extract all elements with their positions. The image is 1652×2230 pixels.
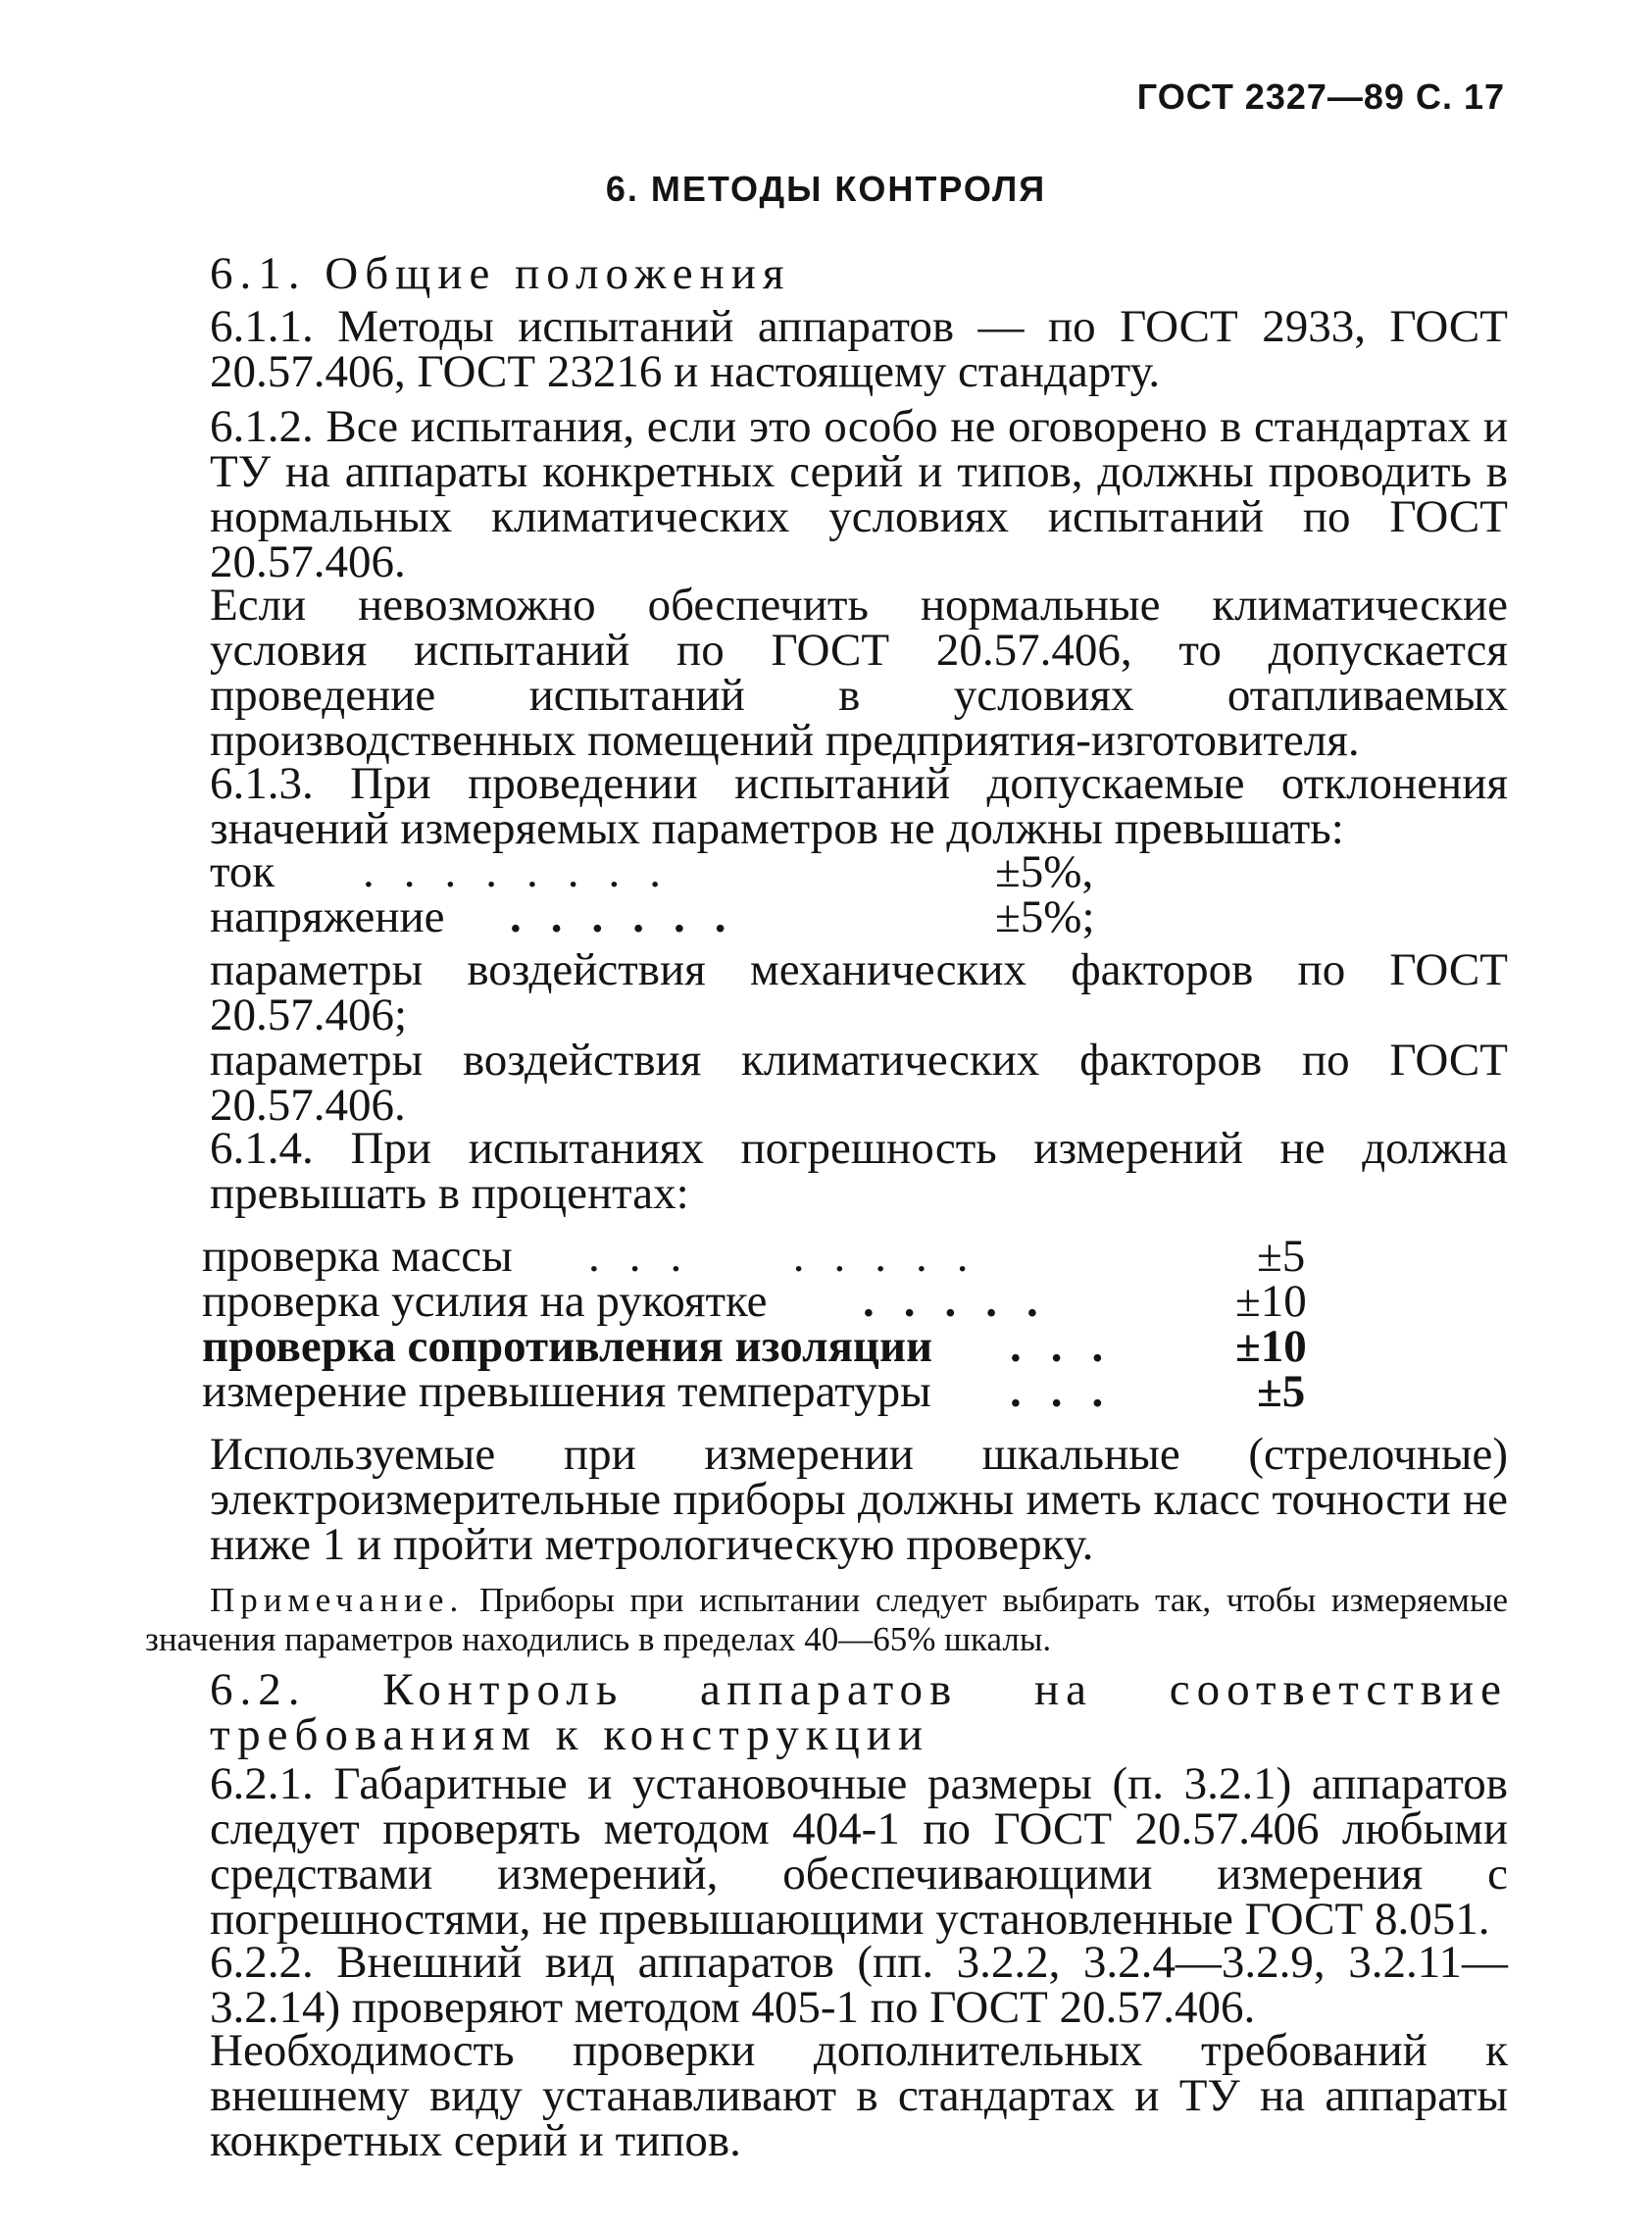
note-label: Примечание.	[210, 1581, 465, 1619]
error-label-insulation: проверка сопротивления изоляции	[202, 1321, 933, 1372]
subsection-6-2-heading: 6.2. Контроль аппаратов на соответствие требованиям к конструкции	[210, 1664, 1508, 1760]
deviation-label-current: ток	[210, 846, 275, 897]
paragraph-necessity: Необходимость проверки дополнительных требований к внешнему виду устанавливают в стандартах и ТУ на аппараты конкретных серий и типов.	[210, 2025, 1508, 2166]
paragraph-mechanical: параметры воздействия механических факторов по ГОСТ 20.57.406;	[210, 944, 1508, 1040]
deviation-label-voltage: напряжение	[210, 891, 445, 942]
leader-dots: ...	[1010, 1366, 1133, 1417]
paragraph-6-1-3: 6.1.3. При проведении испытаний допускаемые отклонения значений измеряемых параметров не должны превышать:	[210, 758, 1508, 854]
leader-dots: ........	[363, 846, 690, 897]
paragraph-6-1-1: 6.1.1. Методы испытаний аппаратов — по ГОСТ 2933, ГОСТ 20.57.406, ГОСТ 23216 и настоящему стандарту.	[210, 301, 1508, 397]
note-text: Приборы при испытании следует выбирать так, чтобы измеряемые значения параметров находились в пределах 40—65% шкалы.	[145, 1581, 1508, 1658]
paragraph-6-2-1: 6.2.1. Габаритные и установочные размеры (п. 3.2.1) аппаратов следует проверять методом 404-1 по ГОСТ 20.57.406 любыми средствами измерений, обеспечивающими измерения с погрешностями, не превышающими установленные ГОСТ 8.051.	[210, 1758, 1508, 1945]
paragraph-6-1-4: 6.1.4. При испытаниях погрешность измерений не должна превышать в процентах:	[210, 1123, 1508, 1219]
section-title: 6. МЕТОДЫ КОНТРОЛЯ	[605, 169, 1047, 209]
error-value-temperature: ±5	[1257, 1366, 1306, 1417]
paragraph-if-impossible: Если невозможно обеспечить нормальные климатические условия испытаний по ГОСТ 20.57.406, то допускается проведение испытаний в условиях отапливаемых производственных помещений предприятия-изготовителя.	[210, 580, 1508, 766]
leader-dots: ......	[510, 891, 756, 942]
page-header: ГОСТ 2327—89 С. 17	[1136, 76, 1505, 117]
leader-dots: ... .....	[588, 1231, 998, 1282]
note	[145, 1581, 1508, 1659]
deviation-value-current: ±5%,	[995, 846, 1094, 897]
subsection-6-1-heading: 6.1. Общие положения	[210, 248, 791, 299]
deviation-value-voltage: ±5%;	[995, 891, 1095, 942]
leader-dots: .....	[863, 1276, 1068, 1327]
paragraph-climatic: параметры воздействия климатических факторов по ГОСТ 20.57.406.	[210, 1035, 1508, 1131]
error-value-force: ±10	[1235, 1276, 1307, 1327]
leader-dots: ...	[1010, 1321, 1133, 1372]
error-label-mass: проверка массы	[202, 1231, 513, 1282]
error-label-temperature: измерение превышения температуры	[202, 1366, 931, 1417]
paragraph-6-2-2: 6.2.2. Внешний вид аппаратов (пп. 3.2.2, 3.2.4—3.2.9, 3.2.11—3.2.14) проверяют методом 405-1 по ГОСТ 20.57.406.	[210, 1937, 1508, 2033]
paragraph-instruments: Используемые при измерении шкальные (стрелочные) электроизмерительные приборы должны иметь класс точности не ниже 1 и пройти метрологическую проверку.	[210, 1429, 1508, 1570]
error-value-insulation: ±10	[1235, 1321, 1307, 1372]
error-label-force: проверка усилия на рукоятке	[202, 1276, 768, 1327]
error-value-mass: ±5	[1257, 1231, 1306, 1282]
paragraph-6-1-2: 6.1.2. Все испытания, если это особо не оговорено в стандартах и ТУ на аппараты конкретных серий и типов, должны проводить в нормальных климатических условиях испытаний по ГОСТ 20.57.406.	[210, 401, 1508, 587]
